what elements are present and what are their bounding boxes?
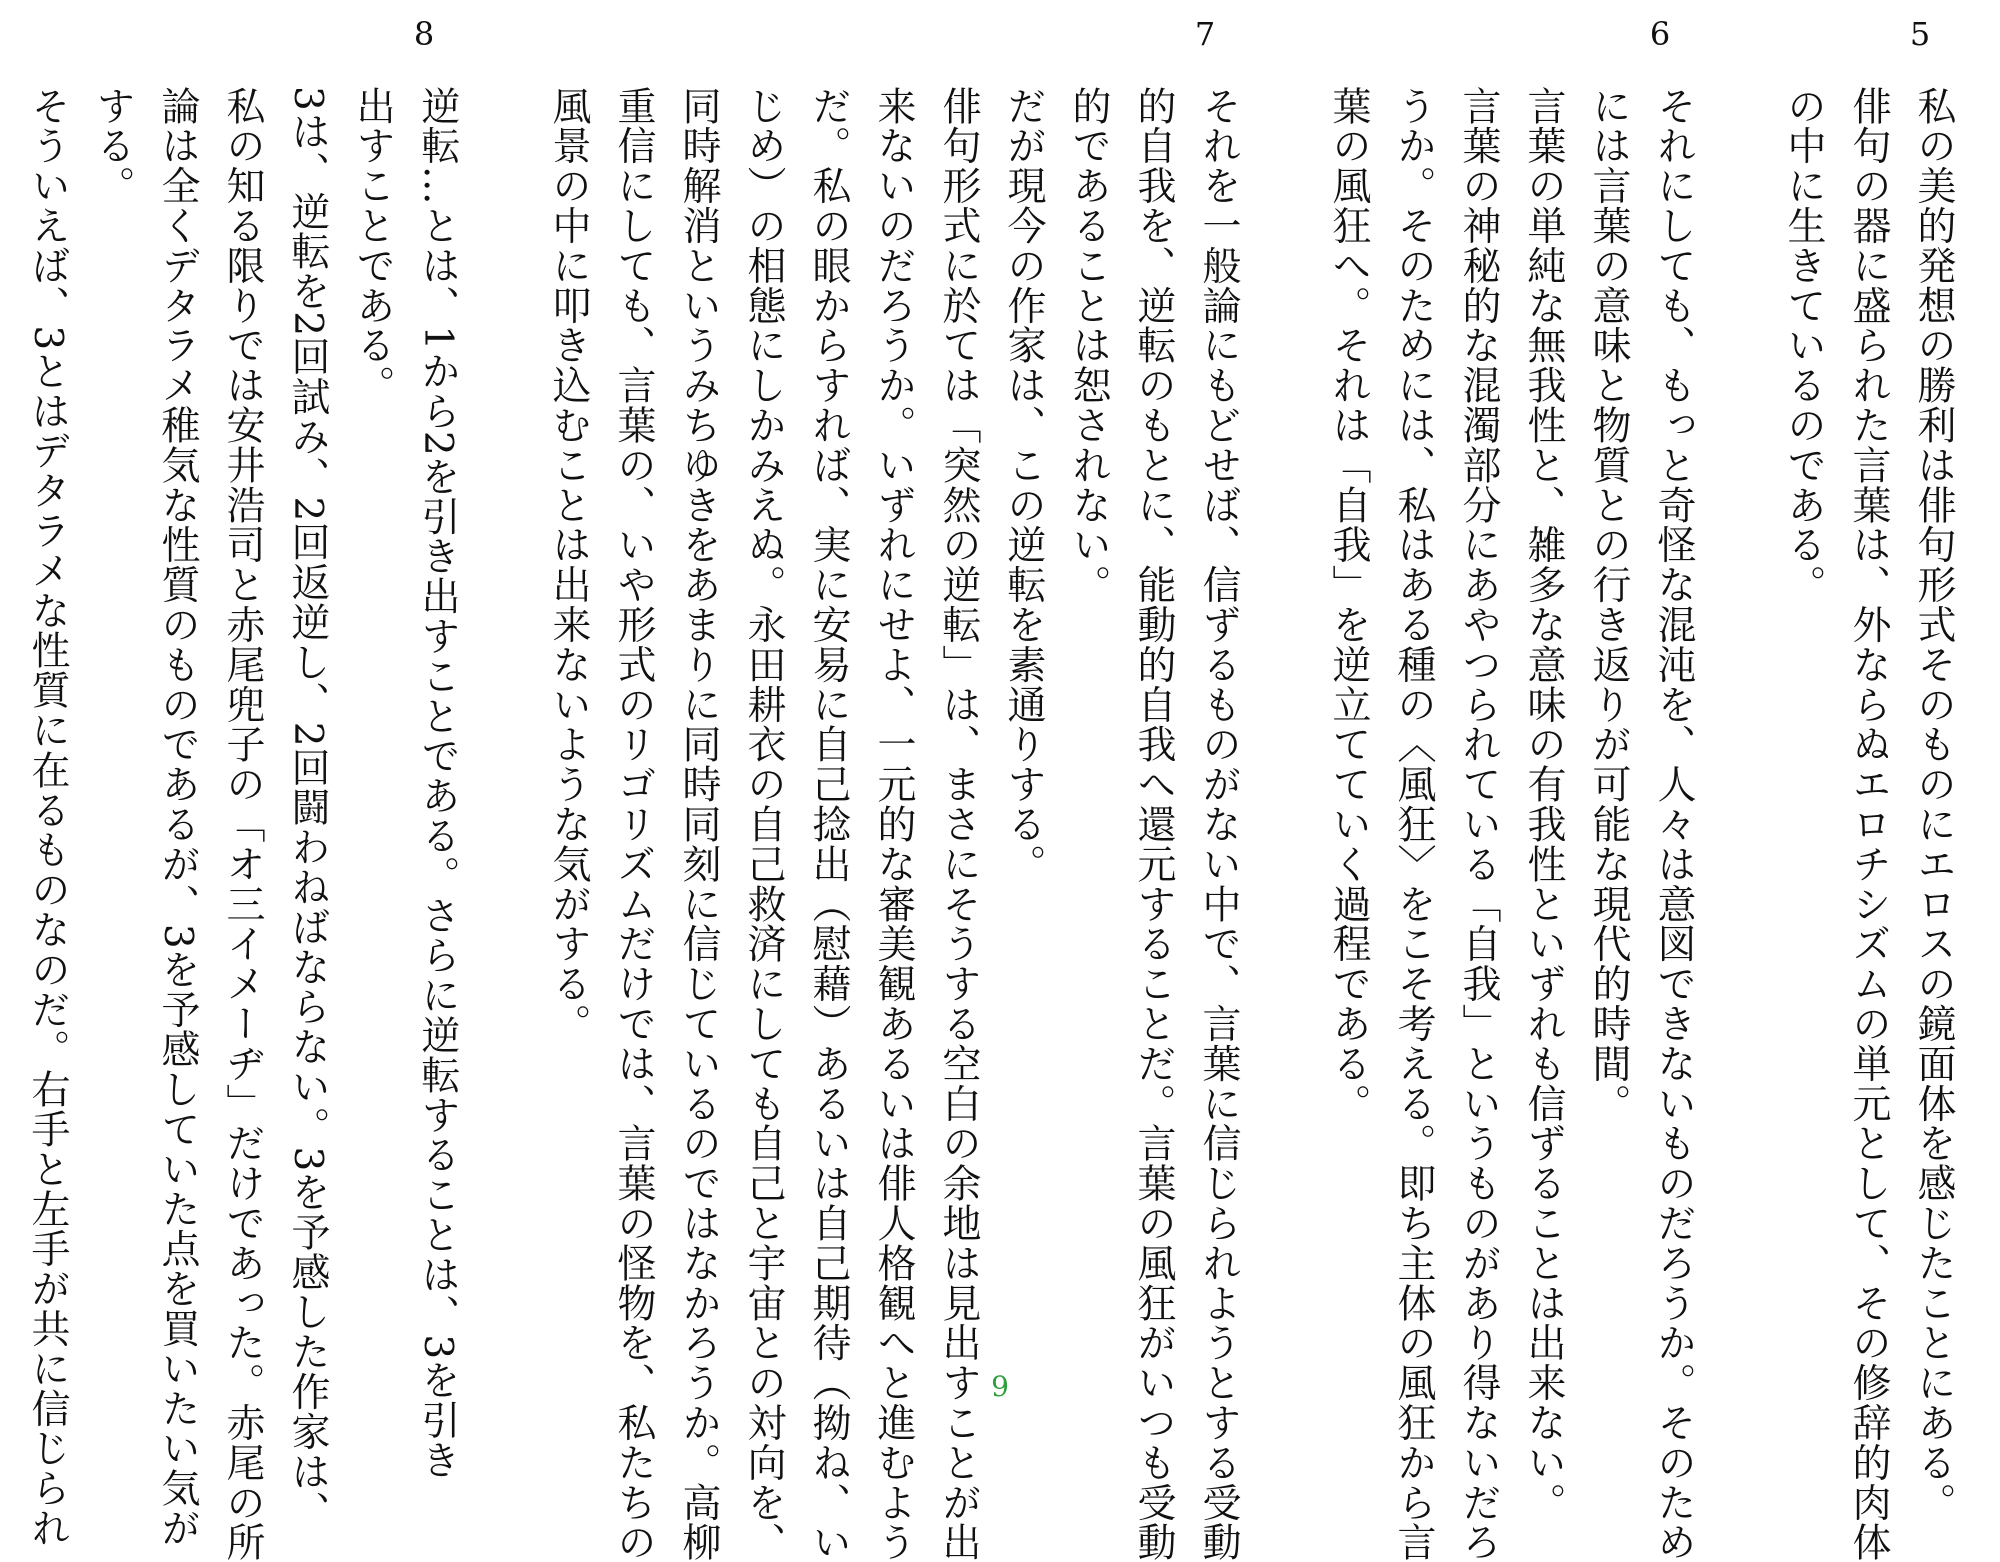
text-column: 逆転…とは、1から2を引き出すことである。さらに逆転することは、3を引き xyxy=(415,86,460,1480)
text-column: する。 xyxy=(90,86,135,206)
text-column: 的であることは恕されない。 xyxy=(1066,86,1111,605)
text-column: 私の知る限りでは安井浩司と赤尾兜子の「オ三イメーヂ」だけであった。赤尾の所 xyxy=(220,86,265,1562)
text-column: 風景の中に叩き込むことは出来ないような気がする。 xyxy=(546,86,591,1044)
text-column: 出すことである。 xyxy=(350,86,395,406)
section-number-6: 6 xyxy=(1649,15,1671,53)
text-column: それにしても、もっと奇怪な混沌を、人々は意図できないものだろうか。そのため xyxy=(1651,86,1696,1562)
text-column: だが現今の作家は、この逆転を素通りする。 xyxy=(1001,86,1046,884)
text-column: 葉の風狂へ。それは「自我」を逆立てていく過程である。 xyxy=(1326,86,1371,1124)
section-number-7: 7 xyxy=(1194,15,1216,53)
text-column: 来ないのだろうか。いずれにせよ、一元的な審美観あるいは俳人格観へと進むよう xyxy=(871,86,916,1562)
text-column: 的自我を、逆転のもとに、能動的自我へ還元することだ。言葉の風狂がいつも受動 xyxy=(1131,86,1176,1562)
section-number-8: 8 xyxy=(413,15,435,53)
text-column: だ。私の眼からすれば、実に安易に自己捻出（慰藉）あるいは自己期待（拗ね、い xyxy=(806,86,851,1562)
text-column: 私の美的発想の勝利は俳句形式そのものにエロスの鏡面体を感じたことにある。 xyxy=(1911,86,1956,1523)
text-column: じめ）の相態にしかみえぬ。永田耕衣の自己救済にしても自己と宇宙との対向を、 xyxy=(741,86,786,1562)
section-number-5: 5 xyxy=(1909,15,1931,53)
text-column: 俳句形式に於ては「突然の逆転」は、まさにそうする空白の余地は見出すことが出 xyxy=(936,86,981,1562)
text-column: 言葉の神秘的な混濁部分にあやつられている「自我」というものがあり得ないだろ xyxy=(1456,86,1501,1562)
text-column: 俳句の器に盛られた言葉は、外ならぬエロチシズムの単元として、その修辞的肉体 xyxy=(1846,86,1891,1562)
page-number: 9 xyxy=(991,1370,1009,1403)
text-column: 重信にしても、言葉の、いや形式のリゴリズムだけでは、言葉の怪物を、私たちの xyxy=(611,86,656,1562)
text-column: 言葉の単純な無我性と、雑多な意味の有我性といずれも信ずることは出来ない。 xyxy=(1521,86,1566,1523)
text-column: 同時解消というみちゆきをあまりに同時同刻に信じているのではなかろうか。高柳 xyxy=(676,86,721,1562)
text-column: 3は、逆転を2回試み、2回返逆し、2回闘わねばならない。3を予感した作家は、 xyxy=(285,86,330,1532)
text-column: の中に生きているのである。 xyxy=(1781,86,1826,605)
text-column: そういえば、3とはデタラメな性質に在るものなのだ。右手と左手が共に信じられ xyxy=(25,86,70,1549)
text-column: 論は全くデタラメ稚気な性質のものであるが、3を予感していた点を買いたい気が xyxy=(155,86,200,1549)
text-column: それを一般論にもどせば、信ずるものがない中で、言葉に信じられようとする受動 xyxy=(1196,86,1241,1562)
text-column: には言葉の意味と物質との行き返りが可能な現代的時間。 xyxy=(1586,86,1631,1124)
text-column: うか。そのためには、私はある種の〈風狂〉をこそ考える。即ち主体の風狂から言 xyxy=(1391,86,1436,1562)
